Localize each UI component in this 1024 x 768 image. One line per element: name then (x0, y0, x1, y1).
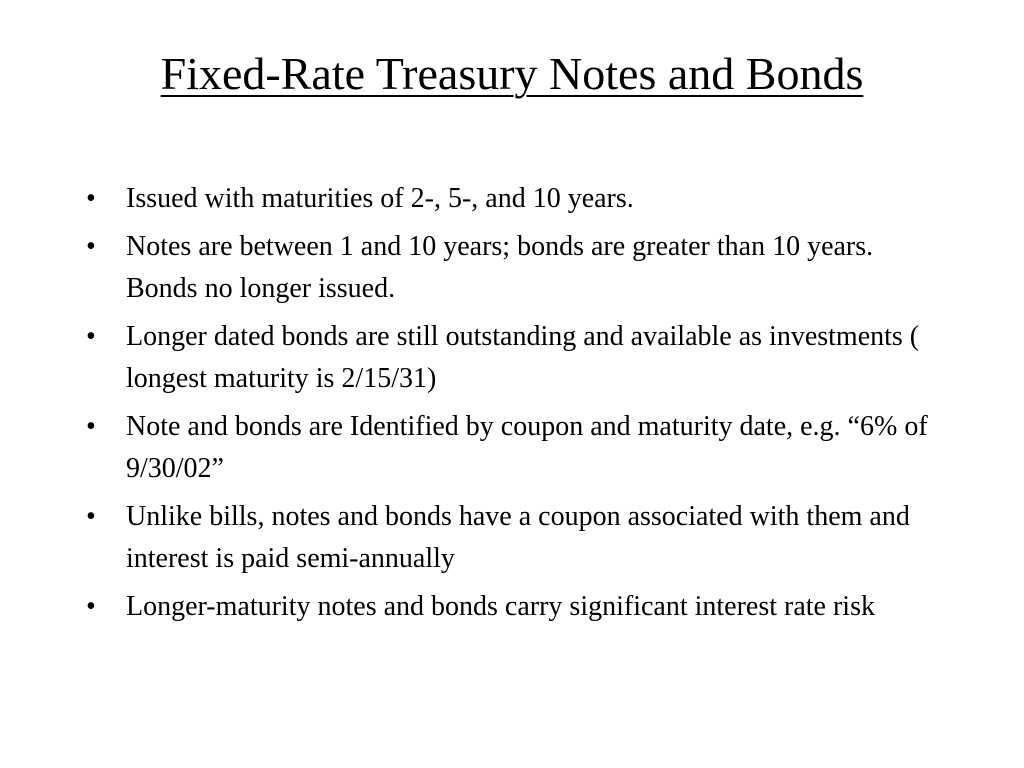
list-item (86, 406, 936, 490)
bullet-icon: • (86, 183, 96, 214)
list-item (86, 586, 936, 628)
bullet-icon: • (86, 501, 96, 532)
list-item (86, 226, 936, 310)
list-item (86, 316, 936, 400)
bullet-list (86, 178, 936, 634)
bullet-text: Longer-maturity notes and bonds carry significant interest rate risk (126, 591, 875, 622)
slide-title: Fixed-Rate Treasury Notes and Bonds (160, 48, 864, 99)
bullet-icon: • (86, 231, 96, 262)
bullet-icon: • (86, 591, 96, 622)
bullet-icon: • (86, 321, 96, 352)
bullet-text: Unlike bills, notes and bonds have a coupon associated with them and interest is paid semi-annually (126, 501, 910, 574)
bullet-icon: • (86, 411, 96, 442)
bullet-text: Notes are between 1 and 10 years; bonds are greater than 10 years. Bonds no longer issued. (126, 231, 874, 304)
bullet-text: Issued with maturities of 2-, 5-, and 10 years. (126, 183, 634, 214)
list-item (86, 178, 936, 220)
bullet-text: Note and bonds are Identified by coupon and maturity date, e.g. “6% of 9/30/02” (126, 411, 928, 484)
list-item (86, 496, 936, 580)
bullet-text: Longer dated bonds are still outstanding and available as investments ( longest maturity is 2/15/31) (126, 321, 920, 394)
